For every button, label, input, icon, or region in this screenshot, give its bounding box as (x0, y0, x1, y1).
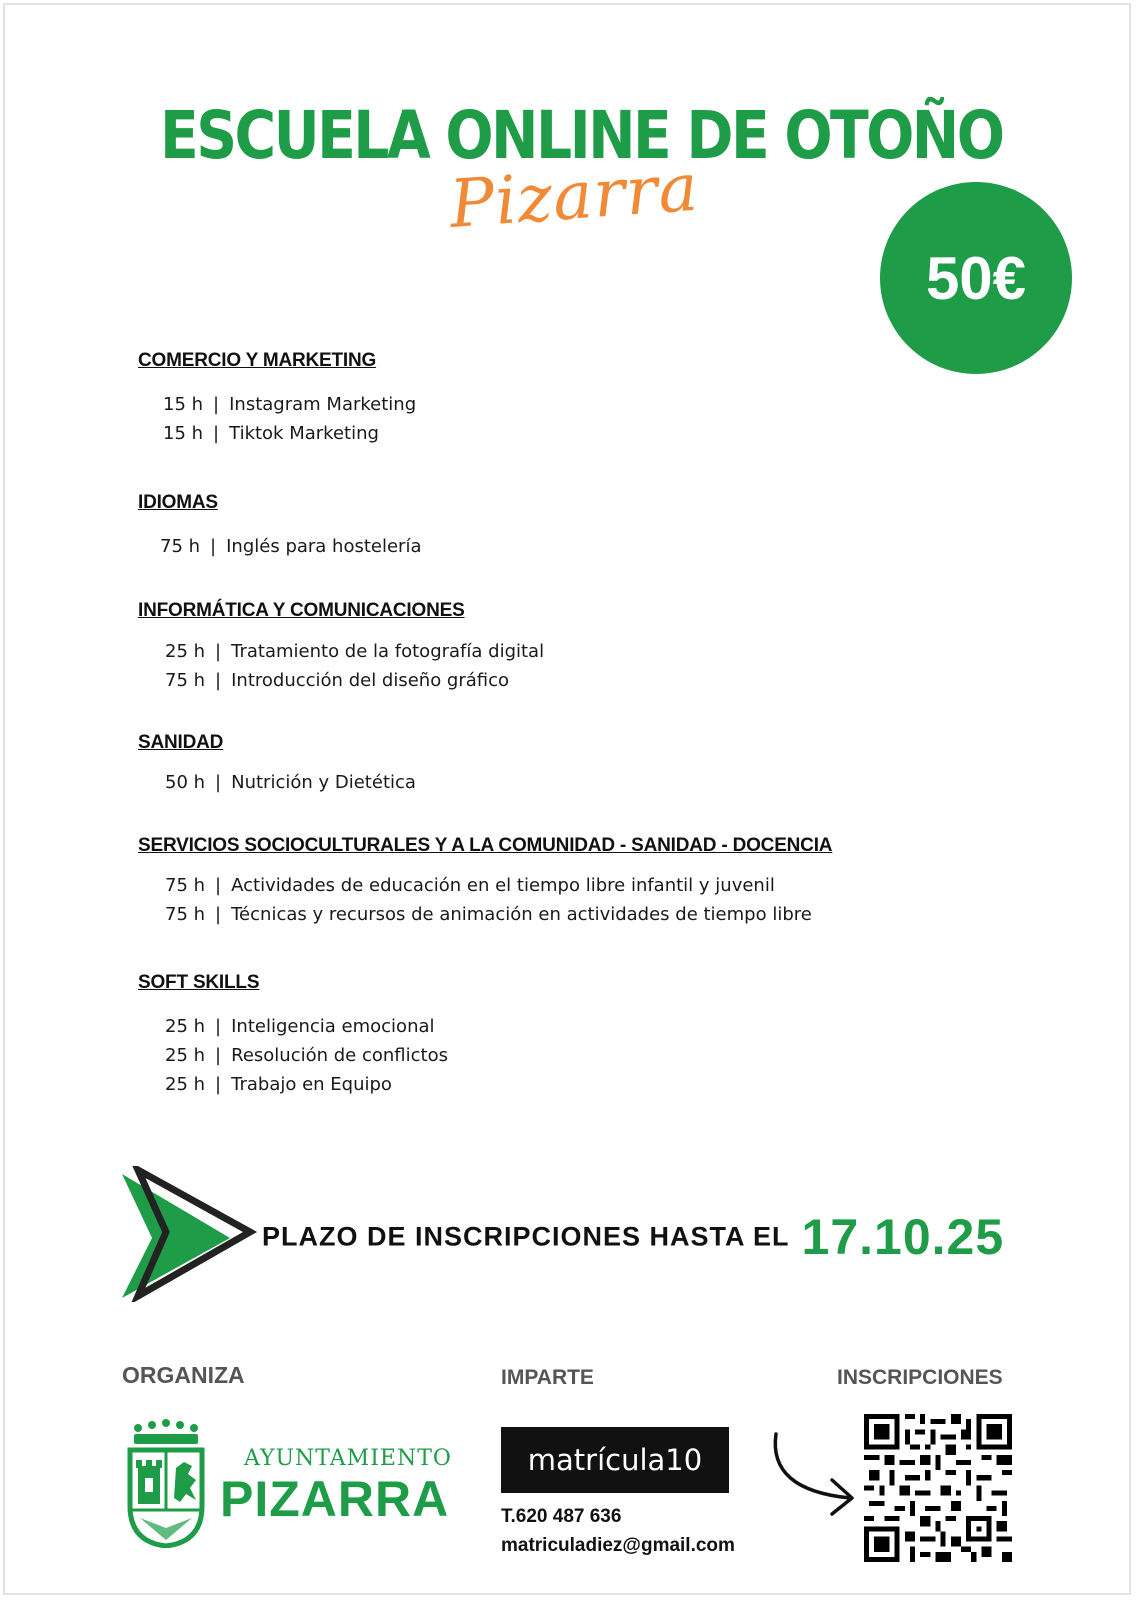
section-sanidad (138, 732, 416, 797)
curved-arrow-icon (764, 1428, 864, 1518)
logo-ayuntamiento-text: AYUNTAMIENTO (244, 1446, 452, 1471)
coat-of-arms-icon (126, 1418, 206, 1548)
course-hours: 75 h (160, 536, 201, 557)
course-hours: 50 h (165, 772, 206, 793)
course-hours: 75 h (165, 904, 206, 925)
course-item (138, 871, 832, 900)
contact-email[interactable]: matriculadiez@gmail.com (501, 1535, 735, 1556)
course-name: Técnicas y recursos de animación en actividades de tiempo libre (231, 904, 812, 925)
course-item (138, 637, 544, 666)
course-separator: | (215, 772, 222, 793)
course-separator: | (215, 904, 222, 925)
course-hours: 15 h (163, 423, 204, 444)
qr-code-icon[interactable] (864, 1414, 1012, 1562)
course-name: Instagram Marketing (229, 394, 417, 415)
organiza-label: ORGANIZA (122, 1362, 245, 1388)
section-servicios-socioculturales (138, 835, 832, 929)
section-comercio-marketing (138, 350, 416, 448)
section-soft-skills (138, 972, 448, 1099)
inscripciones-label: INSCRIPCIONES (837, 1366, 1003, 1389)
deadline-label: PLAZO DE INSCRIPCIONES HASTA EL (262, 1221, 790, 1252)
page-title: ESCUELA ONLINE DE OTOÑO (160, 97, 1003, 174)
course-item (138, 1070, 448, 1099)
course-hours: 25 h (165, 641, 206, 662)
course-name: Nutrición y Dietética (231, 772, 416, 793)
section-heading: SANIDAD (138, 732, 224, 753)
logo-pizarra-text: PIZARRA (220, 1471, 450, 1527)
deadline-date: 17.10.25 (801, 1209, 1005, 1265)
course-name: Trabajo en Equipo (231, 1074, 392, 1095)
course-item (138, 1012, 448, 1041)
course-hours: 75 h (165, 670, 206, 691)
course-separator: | (215, 1074, 222, 1095)
course-name: Tiktok Marketing (229, 423, 379, 444)
course-item (138, 768, 416, 797)
course-hours: 75 h (165, 875, 206, 896)
course-separator: | (215, 670, 222, 691)
course-item (138, 1041, 448, 1070)
section-heading: SERVICIOS SOCIOCULTURALES Y A LA COMUNIDAD - SANIDAD - DOCENCIA (138, 835, 833, 856)
section-informatica (138, 600, 544, 695)
price-badge (880, 182, 1072, 374)
section-heading: IDIOMAS (138, 492, 218, 513)
course-separator: | (215, 875, 222, 896)
course-item (138, 390, 416, 419)
deadline-banner (262, 1208, 1004, 1266)
course-item (138, 900, 832, 929)
course-separator: | (213, 394, 220, 415)
course-separator: | (210, 536, 217, 557)
course-item (138, 419, 416, 448)
course-name: Actividades de educación en el tiempo libre infantil y juvenil (231, 875, 775, 896)
imparte-label: IMPARTE (501, 1366, 594, 1389)
course-name: Tratamiento de la fotografía digital (231, 641, 545, 662)
course-name: Inglés para hostelería (226, 536, 422, 557)
course-name: Inteligencia emocional (231, 1016, 435, 1037)
course-item (138, 532, 422, 561)
course-hours: 25 h (165, 1016, 206, 1037)
course-separator: | (215, 1016, 222, 1037)
course-separator: | (215, 1045, 222, 1066)
section-idiomas (138, 492, 422, 561)
course-hours: 25 h (165, 1045, 206, 1066)
course-separator: | (215, 641, 222, 662)
course-separator: | (213, 423, 220, 444)
course-hours: 25 h (165, 1074, 206, 1095)
contact-phone: T.620 487 636 (501, 1506, 622, 1527)
section-heading: COMERCIO Y MARKETING (138, 350, 377, 371)
section-heading: INFORMÁTICA Y COMUNICACIONES (138, 600, 465, 621)
course-name: Resolución de conflictos (231, 1045, 448, 1066)
course-item (138, 666, 544, 695)
brand-text: matrícula10 (527, 1443, 703, 1477)
course-hours: 15 h (163, 394, 204, 415)
price-text: 50€ (925, 244, 1027, 312)
section-heading: SOFT SKILLS (138, 972, 260, 993)
play-arrow-icon (118, 1166, 258, 1302)
course-name: Introducción del diseño gráfico (231, 670, 510, 691)
page-subtitle: Pizarra (447, 148, 702, 243)
matricula10-logo (501, 1427, 729, 1493)
